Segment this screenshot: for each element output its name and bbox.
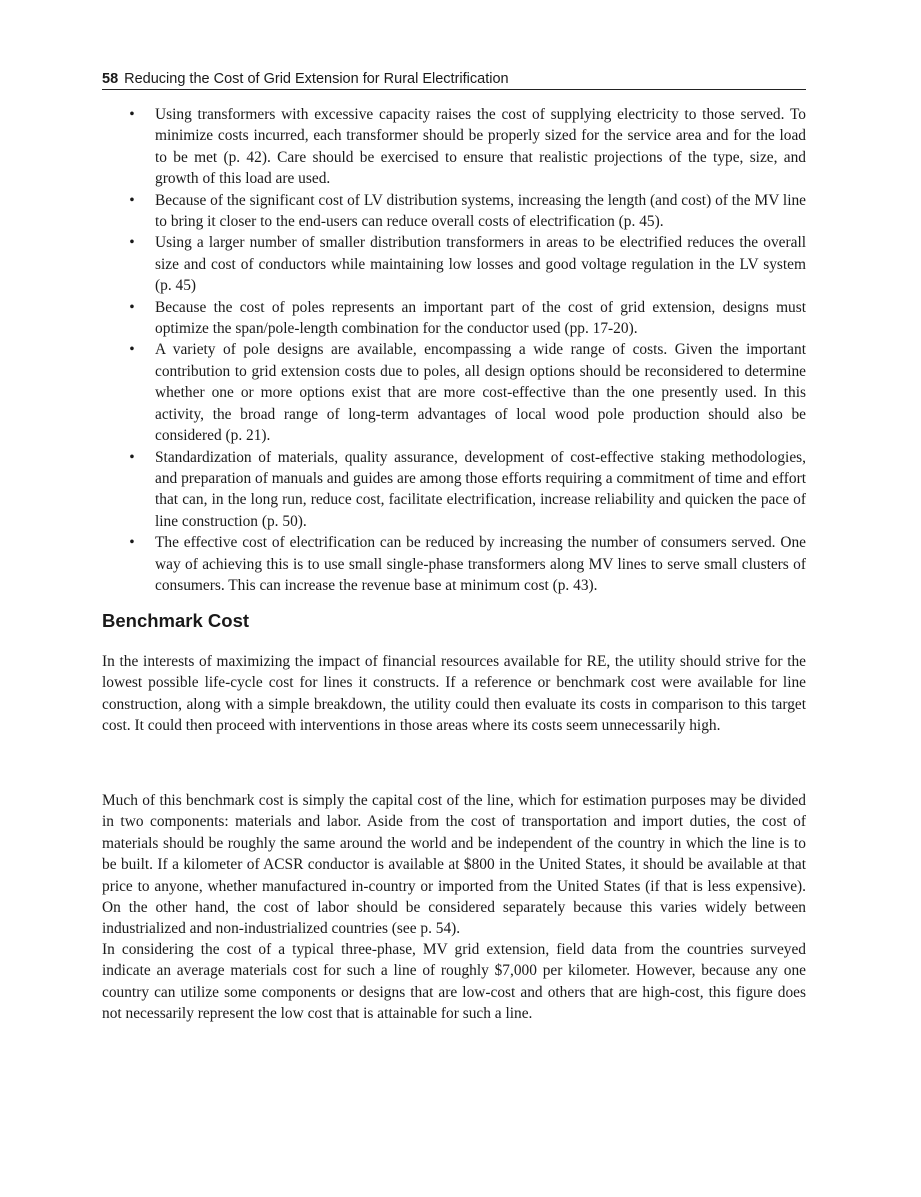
list-item [102, 447, 806, 533]
bullet-icon: • [129, 234, 135, 252]
recommendation-list [102, 104, 806, 596]
list-item-text: Standardization of materials, quality assurance, development of cost-effective staking methodologies, and preparation of manuals and guides are among those efforts requiring a commitment of time and effort that can, in the long run, reduce cost, facilitate electrification, increase reliability and quicken the pace of line construction (p. 50). [155, 448, 806, 530]
bullet-icon: • [129, 298, 135, 316]
list-item [102, 104, 806, 190]
list-item-text: Using a larger number of smaller distribution transformers in areas to be electrified reduces the overall size and cost of conductors while maintaining low losses and good voltage regulation in the LV system (p. 45) [155, 234, 806, 295]
body-paragraph: In the interests of maximizing the impact of financial resources available for RE, the utility should strive for the lowest possible life-cycle cost for lines it constructs. If a reference or benchmark cost were available for line construction, along with a simple breakdown, the utility could then evaluate its costs in comparison to this target cost. It could then proceed with interventions in those areas where its costs seem unnecessarily high. [102, 653, 806, 735]
list-item-text: The effective cost of electrification can be reduced by increasing the number of consumers served. One way of achieving this is to use small single-phase transformers along MV lines to serve small clusters of consumers. This can increase the revenue base at minimum cost (p. 43). [155, 534, 806, 594]
bullet-icon: • [129, 341, 135, 359]
list-item-text: Using transformers with excessive capacity raises the cost of supplying electricity to those served. To minimize costs incurred, each transformer should be properly sized for the service area and for the load to be met (p. 42). Care should be exercised to ensure that realistic projections of the type, size, and growth of this load are used. [155, 106, 806, 188]
bullet-icon: • [129, 448, 135, 466]
running-header [102, 70, 806, 90]
list-item [102, 532, 806, 596]
bullet-icon: • [129, 106, 135, 123]
bullet-icon: • [129, 191, 135, 209]
list-item-text: Because the cost of poles represents an important part of the cost of grid extension, designs must optimize the span/pole-length combination for the conductor used (pp. 17-20). [155, 298, 806, 338]
list-item [102, 190, 806, 233]
list-item [102, 297, 806, 340]
list-item-text: Because of the significant cost of LV distribution systems, increasing the length (and cost) of the MV line to bring it closer to the end-users can reduce overall costs of electrification (p. 45). [155, 191, 806, 231]
bullet-icon: • [129, 534, 135, 552]
page-number: 58 [102, 71, 119, 87]
body-paragraph: In considering the cost of a typical three-phase, MV grid extension, field data from the countries surveyed indicate an average materials cost for such a line of roughly $7,000 per kilometer. However, because any one country can utilize some components or designs that are low-cost and others that are high-cost, this figure does not necessarily represent the low cost that is attainable for such a line. [102, 941, 806, 1023]
list-item-text: A variety of pole designs are available, encompassing a wide range of costs. Given the important contribution to grid extension costs due to poles, all design options should be reconsidered to determine whether one or more options exist that are more cost-effective than the one presently used. In this activity, the broad range of long-term advantages of local wood pole production should also be considered (p. 21). [155, 341, 806, 445]
section-heading: Benchmark Cost [102, 610, 250, 631]
running-title: Reducing the Cost of Grid Extension for Rural Electrification [124, 71, 509, 87]
list-item [102, 232, 806, 296]
list-item [102, 339, 806, 446]
body-paragraph: Much of this benchmark cost is simply the capital cost of the line, which for estimation purposes may be divided in two components: materials and labor. Aside from the cost of transportation and import duties, the cost of materials should be roughly the same around the world and be independent of the country in which the line is to be built. If a kilometer of ACSR conductor is available at $800 in the United States, it should be available at that price to anyone, whether manufactured in-country or imported from the United States (if that is less expensive). On the other hand, the cost of labor should be considered separately because this varies widely between industrialized and non-industrialized countries (see p. 54). [102, 792, 806, 938]
